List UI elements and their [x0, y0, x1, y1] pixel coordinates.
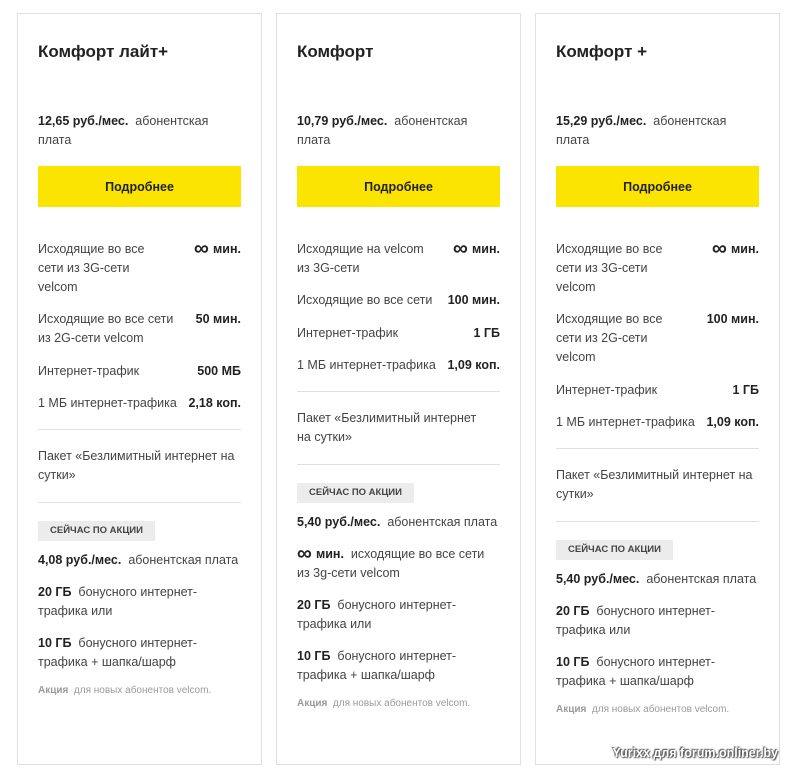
- bonus-offer: 10 ГБ бонусного интернет-трафика + шапка/шарф: [556, 655, 716, 688]
- feature-label: Исходящие во все сети из 2G-сети velcom: [38, 312, 174, 345]
- feature-value: 1 ГБ: [732, 383, 759, 397]
- details-button[interactable]: Подробнее: [297, 166, 500, 207]
- feature-row: [556, 310, 759, 367]
- plan-price-value: 12,65 руб./мес.: [38, 114, 129, 128]
- promo-note: Акция для новых абонентов velcom.: [38, 685, 212, 696]
- feature-label: Исходящие на velcom из 3G-сети: [297, 242, 424, 275]
- feature-label: Интернет-трафик: [297, 326, 399, 340]
- plan-price: [38, 112, 241, 150]
- feature-value: ∞ мин.: [194, 237, 241, 260]
- plan-title: Комфорт: [297, 42, 374, 61]
- infinity-icon: ∞: [297, 542, 312, 565]
- plan-card-komfort-lite-plus: [17, 13, 262, 765]
- promo-badge: СЕЙЧАС ПО АКЦИИ: [38, 521, 155, 541]
- plan-card-komfort-plus: [535, 13, 780, 765]
- feature-value: ∞ мин.: [712, 237, 759, 260]
- bonus-offer: 20 ГБ бонусного интернет-трафика или: [38, 585, 198, 618]
- plan-title: Комфорт +: [556, 42, 648, 61]
- feature-value: 2,18 коп.: [188, 396, 241, 410]
- feature-value: 1,09 коп.: [706, 415, 759, 429]
- feature-label: Исходящие во все сети из 3G-сети velcom: [38, 242, 145, 294]
- feature-value: ∞ мин.: [453, 237, 500, 260]
- feature-row: [38, 362, 241, 381]
- plan-price-label: абонентская плата: [38, 114, 209, 147]
- feature-label: Исходящие во все сети из 3G-сети velcom: [556, 242, 663, 294]
- package-text: Пакет «Безлимитный интернет на сутки»: [297, 411, 477, 444]
- feature-row: [38, 394, 241, 413]
- feature-label: 1 МБ интернет-трафика: [297, 358, 436, 372]
- feature-row: [297, 324, 500, 343]
- plan-price-label: абонентская плата: [556, 114, 727, 147]
- feature-label: Исходящие во все сети: [297, 293, 433, 307]
- feature-row: [556, 381, 759, 400]
- promo-price: 4,08 руб./мес. абонентская плата: [38, 553, 239, 567]
- feature-value: 100 мин.: [447, 293, 500, 307]
- infinity-icon: ∞: [194, 237, 210, 260]
- plan-price: [297, 112, 500, 150]
- feature-row: [297, 291, 500, 310]
- feature-row: [297, 237, 500, 278]
- promo-badge: СЕЙЧАС ПО АКЦИИ: [556, 540, 673, 560]
- feature-row: [556, 237, 759, 297]
- bonus-offer: 20 ГБ бонусного интернет-трафика или: [297, 598, 457, 631]
- feature-row: [38, 310, 241, 348]
- promo-note: Акция для новых абонентов velcom.: [297, 698, 471, 709]
- feature-row: [556, 413, 759, 432]
- infinity-icon: ∞: [712, 237, 728, 260]
- watermark: Yurixx для forum.onliner.by: [612, 746, 778, 760]
- feature-value: 500 МБ: [197, 364, 241, 378]
- package-text: Пакет «Безлимитный интернет на сутки»: [38, 449, 235, 482]
- package-text: Пакет «Безлимитный интернет на сутки»: [556, 468, 753, 501]
- bonus-offer: 10 ГБ бонусного интернет-трафика + шапка/шарф: [297, 649, 457, 682]
- plan-price-value: 15,29 руб./мес.: [556, 114, 647, 128]
- feature-value: 100 мин.: [706, 312, 759, 326]
- infinity-icon: ∞: [453, 237, 469, 260]
- feature-label: 1 МБ интернет-трафика: [556, 415, 695, 429]
- feature-row: [38, 237, 241, 297]
- feature-row: [297, 356, 500, 375]
- plan-title: Комфорт лайт+: [38, 42, 169, 61]
- plan-price-label: абонентская плата: [297, 114, 468, 147]
- promo-price: 5,40 руб./мес. абонентская плата: [556, 572, 757, 586]
- feature-value: 1,09 коп.: [447, 358, 500, 372]
- details-button[interactable]: Подробнее: [556, 166, 759, 207]
- plan-price: [556, 112, 759, 150]
- feature-value: 1 ГБ: [473, 326, 500, 340]
- feature-label: Исходящие во все сети из 2G-сети velcom: [556, 312, 663, 364]
- promo-price: 5,40 руб./мес. абонентская плата: [297, 515, 498, 529]
- promo-note: Акция для новых абонентов velcom.: [556, 704, 730, 715]
- feature-label: 1 МБ интернет-трафика: [38, 396, 177, 410]
- details-button[interactable]: Подробнее: [38, 166, 241, 207]
- plan-price-value: 10,79 руб./мес.: [297, 114, 388, 128]
- feature-value: 50 мин.: [195, 312, 241, 326]
- feature-label: Интернет-трафик: [556, 383, 658, 397]
- promo-unlimited-calls: ∞ мин. исходящие во все сети из 3g-сети velcom: [297, 542, 485, 580]
- bonus-offer: 10 ГБ бонусного интернет-трафика + шапка/шарф: [38, 636, 198, 669]
- feature-label: Интернет-трафик: [38, 364, 140, 378]
- promo-badge: СЕЙЧАС ПО АКЦИИ: [297, 483, 414, 503]
- plan-card-komfort: [276, 13, 521, 765]
- bonus-offer: 20 ГБ бонусного интернет-трафика или: [556, 604, 716, 637]
